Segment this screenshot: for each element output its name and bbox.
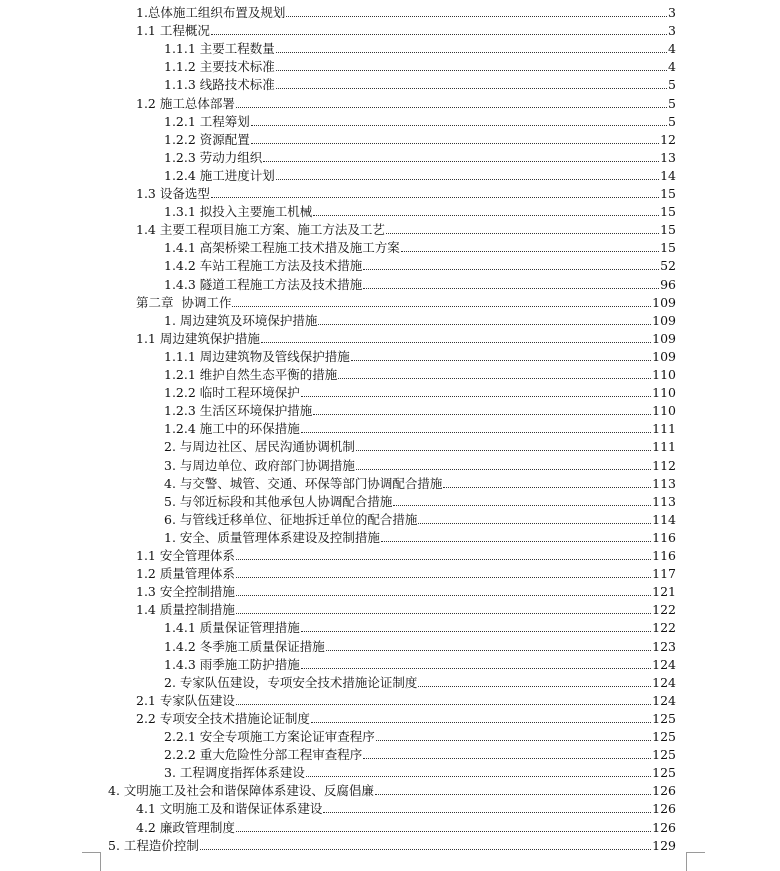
toc-leader-dots [261,342,651,343]
toc-entry-page: 113 [652,493,676,509]
toc-leader-dots [236,595,651,596]
toc-entry-page: 14 [660,167,676,183]
toc-entry-page: 112 [652,457,676,473]
toc-entry-title: 2. 与周边社区、居民沟通协调机制 [164,439,355,455]
toc-entry-page: 15 [660,204,676,220]
toc-entry-title: 1.4.1 质量保证管理措施 [164,620,300,636]
toc-entry[interactable] [164,38,676,56]
toc-leader-dots [236,577,651,578]
toc-entry-title: 1.1.2 主要技术标准 [164,59,275,75]
page-corner-mark-left [82,852,101,871]
toc-leader-dots [401,251,659,252]
toc-entry-title: 1.1 安全管理体系 [136,548,235,563]
toc-entry[interactable] [164,310,676,328]
toc-entry-page: 125 [652,710,676,726]
toc-entry[interactable] [164,129,676,147]
toc-entry-title: 6. 与管线迁移单位、征地拆迁单位的配合措施 [164,511,418,527]
toc-entry-page: 122 [652,620,676,636]
toc-entry-page: 125 [652,765,676,781]
toc-entry-title: 1.2.1 工程筹划 [164,113,250,129]
toc-entry-title: 1.4.1 高架桥梁工程施工技术措及施工方案 [164,240,400,256]
toc-entry[interactable] [164,672,676,690]
toc-entry[interactable] [164,201,676,219]
toc-entry-page: 5 [668,95,676,111]
toc-entry-title: 1.总体施工组织布置及规划 [136,5,286,20]
toc-leader-dots [418,686,651,687]
toc-entry-page: 124 [652,692,676,708]
toc-entry-title: 1.2.2 临时工程环境保护 [164,385,300,401]
toc-entry-title: 1.2.1 维护自然生态平衡的措施 [164,367,338,382]
toc-entry-title: 2. 专家队伍建设，专项安全技术措施论证制度 [164,674,418,690]
toc-leader-dots [363,288,659,289]
toc-entry[interactable] [164,509,676,527]
toc-entry[interactable] [164,147,676,165]
toc-entry-page: 3 [668,23,676,39]
toc-entry-title: 1.4.3 隧道工程施工方法及技术措施 [164,276,363,292]
toc-entry[interactable] [136,690,676,708]
toc-entry-title: 2.2.1 安全专项施工方案论证审查程序 [164,729,375,744]
toc-entry[interactable] [164,74,676,92]
toc-entry[interactable] [136,328,676,346]
toc-entry[interactable] [136,708,676,726]
toc-leader-dots [418,523,651,524]
toc-entry[interactable] [136,545,676,563]
toc-entry-page: 113 [652,475,676,491]
toc-entry[interactable] [164,111,676,129]
toc-leader-dots [211,34,667,35]
toc-entry-page: 126 [652,801,676,817]
toc-entry-title: 1.4.2 车站工程施工方法及技术措施 [164,258,363,274]
toc-entry[interactable] [164,165,676,183]
toc-entry-title: 1.2 施工总体部署 [136,95,235,111]
toc-entry[interactable] [136,292,676,310]
toc-entry-page: 52 [660,258,676,274]
toc-leader-dots [338,378,651,379]
toc-entry-page: 129 [652,837,676,853]
toc-entry[interactable] [164,527,676,545]
toc-entry-page: 109 [652,312,676,328]
toc-leader-dots [386,233,659,234]
toc-entry[interactable] [136,563,676,581]
toc-entry-title: 5. 工程造价控制 [108,837,199,853]
toc-leader-dots [318,324,651,325]
toc-entry-title: 4.1 文明施工及和谐保证体系建设 [136,801,323,817]
toc-entry-page: 126 [652,819,676,835]
toc-leader-dots [375,794,651,795]
toc-leader-dots [393,505,651,506]
toc-entry-title: 1.2.2 资源配置 [164,131,250,147]
toc-entry-page: 116 [652,548,676,563]
toc-entry-title: 1.1 工程概况 [136,23,210,39]
toc-entry[interactable] [136,219,676,237]
toc-entry[interactable] [164,237,676,255]
toc-entry-page: 116 [652,529,676,545]
toc-entry-page: 121 [652,584,676,600]
toc-entry-title: 1.1.1 主要工程数量 [164,41,275,57]
toc-leader-dots [311,722,651,723]
toc-leader-dots [236,613,651,614]
toc-entry-page: 126 [652,783,676,799]
toc-entry-page: 117 [652,566,676,582]
toc-leader-dots [301,432,651,433]
toc-entry[interactable] [136,183,676,201]
toc-entry-title: 3. 与周边单位、政府部门协调措施 [164,457,355,473]
toc-leader-dots [236,559,651,560]
toc-entry-title: 3. 工程调度指挥体系建设 [164,765,305,781]
toc-entry-title: 1.1.1 周边建筑物及管线保护措施 [164,348,350,364]
toc-entry[interactable] [164,255,676,273]
toc-entry[interactable] [136,2,676,20]
toc-entry[interactable] [136,581,676,599]
toc-entry-page: 15 [660,222,676,238]
toc-leader-dots [301,631,651,632]
toc-leader-dots [323,812,651,813]
toc-leader-dots [351,360,651,361]
toc-entry-title: 1.3.1 拟投入主要施工机械 [164,204,313,220]
toc-entry-page: 114 [652,511,676,527]
toc-entry-page: 5 [668,113,676,129]
toc-leader-dots [211,197,659,198]
toc-leader-dots [326,650,651,651]
toc-entry-page: 4 [668,59,676,75]
toc-entry-page: 122 [652,602,676,618]
toc-leader-dots [363,269,659,270]
toc-entry-title: 1.2 质量管理体系 [136,566,235,582]
toc-entry[interactable] [164,274,676,292]
toc-entry[interactable] [164,491,676,509]
toc-entry-title: 1.2.4 施工进度计划 [164,167,275,183]
toc-leader-dots [301,396,651,397]
toc-leader-dots [443,487,651,488]
toc-entry[interactable] [136,20,676,38]
toc-entry-page: 110 [652,385,676,401]
toc-entry[interactable] [164,436,676,454]
toc-entry-page: 13 [660,149,676,165]
toc-entry[interactable] [164,382,676,400]
toc-entry[interactable] [164,726,676,744]
toc-entry-title: 1.1.3 线路技术标准 [164,77,275,93]
toc-entry-page: 109 [652,330,676,346]
toc-entry-title: 1.2.3 生活区环境保护措施 [164,403,313,419]
toc-entry[interactable] [136,599,676,617]
toc-entry[interactable] [164,364,676,382]
toc-entry[interactable] [136,93,676,111]
toc-entry-page: 111 [652,421,676,437]
toc-leader-dots [276,88,667,89]
toc-entry[interactable] [164,636,676,654]
toc-entry-page: 111 [652,439,676,455]
toc-entry-title: 1.4.2 冬季施工质量保证措施 [164,638,325,654]
toc-leader-dots [236,704,651,705]
toc-entry-page: 123 [652,638,676,654]
toc-entry[interactable] [164,617,676,635]
toc-entry-title: 2.1 专家队伍建设 [136,692,235,708]
toc-leader-dots [313,414,651,415]
toc-entry-title: 4.2 廉政管理制度 [136,819,235,835]
toc-entry-page: 110 [652,403,676,419]
toc-entry[interactable] [164,418,676,436]
toc-entry-page: 109 [652,294,676,310]
toc-entry-title: 1.3 安全控制措施 [136,584,235,600]
toc-leader-dots [313,215,659,216]
toc-entry-title: 1.4 主要工程项目施工方案、施工方法及工艺 [136,222,385,238]
toc-leader-dots [276,52,667,53]
toc-entry-title: 4. 文明施工及社会和谐保障体系建设、反腐倡廉 [108,783,374,799]
toc-entry[interactable] [108,835,676,853]
toc-leader-dots [251,125,667,126]
toc-entry-page: 15 [660,240,676,256]
toc-entry-page: 12 [660,131,676,147]
toc-leader-dots [251,143,659,144]
toc-entry-page: 125 [652,747,676,763]
toc-leader-dots [286,16,667,17]
toc-entry-page: 124 [652,656,676,672]
toc-leader-dots [236,831,651,832]
toc-leader-dots [363,758,651,759]
toc-leader-dots [381,541,651,542]
toc-entry[interactable] [164,473,676,491]
toc-entry-title: 1.4 质量控制措施 [136,602,235,618]
toc-entry[interactable] [164,654,676,672]
toc-entry-title: 2.2.2 重大危险性分部工程审查程序 [164,747,363,763]
toc-entry[interactable] [164,762,676,780]
toc-entry-page: 15 [660,186,676,201]
toc-leader-dots [276,179,659,180]
toc-entry-page: 124 [652,674,676,690]
toc-entry[interactable] [136,817,676,835]
toc-entry-title: 1.2.4 施工中的环保措施 [164,421,300,437]
toc-entry[interactable] [164,56,676,74]
toc-entry-page: 96 [660,276,676,292]
toc-entry-title: 第二章 协调工作 [136,294,232,310]
toc-entry-page: 4 [668,41,676,57]
toc-entry[interactable] [136,798,676,816]
toc-entry[interactable] [164,455,676,473]
toc-entry[interactable] [164,744,676,762]
toc-entry-page: 3 [668,5,676,20]
toc-entry-title: 1.3 设备选型 [136,186,210,201]
toc-leader-dots [356,450,651,451]
toc-entry-title: 1.2.3 劳动力组织 [164,149,263,165]
toc-entry-title: 4. 与交警、城管、交通、环保等部门协调配合措施 [164,475,443,491]
toc-entry-title: 1. 周边建筑及环境保护措施 [164,312,318,328]
toc-entry-title: 1.1 周边建筑保护措施 [136,330,260,346]
toc-entry-page: 125 [652,729,676,744]
toc-entry[interactable] [164,400,676,418]
toc-entry-page: 109 [652,348,676,364]
toc-leader-dots [276,70,667,71]
toc-leader-dots [376,740,651,741]
toc-leader-dots [301,668,651,669]
toc-entry[interactable] [164,346,676,364]
toc-entry-title: 1. 安全、质量管理体系建设及控制措施 [164,529,380,545]
toc-entry-title: 1.4.3 雨季施工防护措施 [164,656,300,672]
toc-leader-dots [306,776,651,777]
toc-leader-dots [232,306,651,307]
toc-entry-title: 5. 与邻近标段和其他承包人协调配合措施 [164,493,393,509]
toc-leader-dots [356,469,651,470]
toc-entry-page: 110 [652,367,676,382]
toc-entry[interactable] [108,780,676,798]
page-corner-mark-right [686,852,705,871]
toc-leader-dots [263,161,659,162]
toc-leader-dots [236,107,667,108]
toc-leader-dots [200,849,651,850]
toc-entry-page: 5 [668,77,676,93]
toc-entry-title: 2.2 专项安全技术措施论证制度 [136,710,310,726]
